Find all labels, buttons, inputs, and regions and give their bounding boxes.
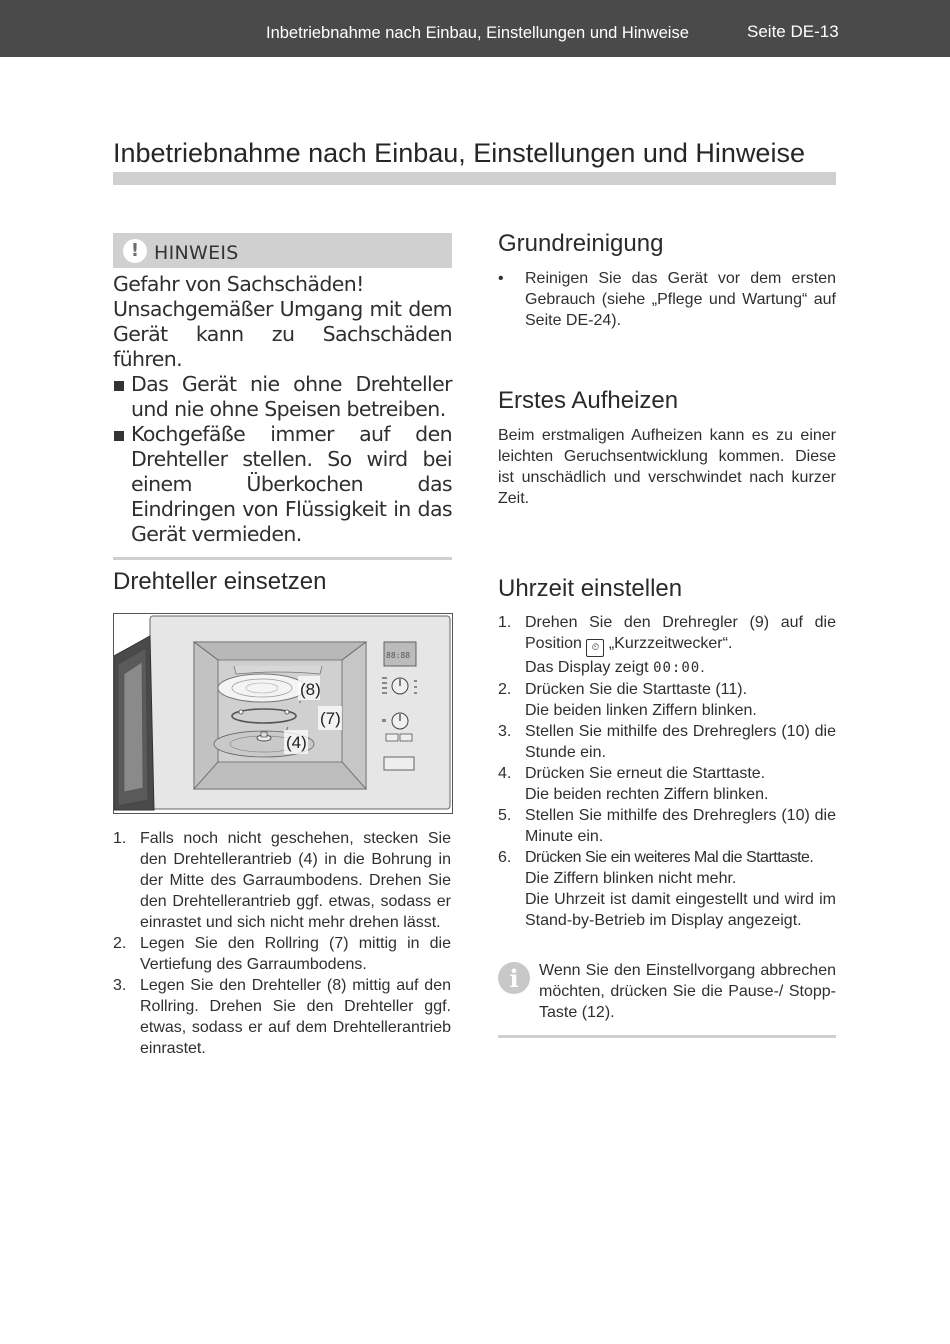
- notice-header: [113, 233, 452, 268]
- timer-icon: ⏲: [586, 639, 604, 657]
- step-result-2: Die Uhrzeit ist damit eingestellt und wird im Stand-by-Betrieb im Display angezeigt.: [525, 891, 836, 929]
- step-number: 3.: [498, 723, 512, 740]
- uhrzeit-heading: Uhrzeit einstellen: [498, 575, 683, 602]
- list-item: [498, 268, 836, 331]
- drehteller-steps: [113, 828, 451, 1059]
- step-text: Falls noch nicht geschehen, stecken Sie den Drehtellerantrieb (4) in die Bohrung in der Mitte des Garraumbodens. Drehen Sie den Drehtellerantrieb ggf. etwas, sodass er einrastet und sich nicht mehr drehen lässt.: [140, 830, 451, 931]
- info-text: Wenn Sie den Einstellvorgang abbrechen möchten, drücken Sie die Pause-/ Stopp-Taste (12).: [539, 962, 836, 1021]
- notice-label: HINWEIS: [154, 242, 239, 264]
- drehteller-heading: Drehteller einsetzen: [113, 568, 327, 595]
- step-number: 3.: [113, 977, 127, 994]
- display-digits: 88:88: [386, 651, 411, 660]
- step-text: Drücken Sie die Starttaste (11).: [525, 681, 748, 698]
- step-number: 2.: [113, 935, 127, 952]
- step-result: Die beiden linken Ziffern blinken.: [525, 702, 757, 719]
- notice-box: [113, 233, 452, 560]
- step-result: Das Display zeigt: [525, 659, 649, 676]
- step-text: Stellen Sie mithilfe des Drehreglers (10) die Stunde ein.: [525, 723, 836, 761]
- aufheizen-text: [498, 425, 836, 509]
- list-item: [113, 828, 451, 933]
- step-number: 5.: [498, 807, 512, 824]
- exclamation-icon: !: [123, 239, 147, 263]
- list-item: [113, 933, 451, 975]
- title-underline: [113, 172, 836, 185]
- aufheizen-paragraph: Beim erstmaligen Aufheizen kann es zu einer leichten Geruchsentwicklung kommen. Diese ist unschädlich und verschwindet nach kurzer Zeit.: [498, 427, 836, 507]
- list-item-text: Reinigen Sie das Gerät vor dem ersten Gebrauch (siehe „Pflege und Wartung“ auf Seite DE-24).: [525, 270, 836, 329]
- step-text: Drücken Sie ein weiteres Mal die Starttaste.: [525, 849, 814, 866]
- list-item: [113, 975, 451, 1059]
- label-plate: (8): [300, 680, 321, 699]
- list-item: [498, 847, 836, 931]
- display-readout: 00:00: [653, 660, 701, 676]
- microwave-drawing: [114, 614, 453, 814]
- step-text: Legen Sie den Drehteller (8) mittig auf den Rollring. Drehen Sie den Drehteller ggf. etwas, sodass er auf dem Drehtellerantrieb einrastet.: [140, 977, 451, 1057]
- page-header: [0, 0, 950, 57]
- info-icon: i: [498, 962, 530, 994]
- step-number: 2.: [498, 681, 512, 698]
- step-number: 1.: [498, 614, 512, 631]
- notice-footer-rule: [113, 557, 452, 560]
- list-item: [498, 805, 836, 847]
- list-item: [498, 679, 836, 721]
- uhrzeit-steps: [498, 612, 836, 931]
- step-number: 1.: [113, 830, 127, 847]
- aufheizen-heading: Erstes Aufheizen: [498, 387, 679, 414]
- list-item: [498, 721, 836, 763]
- step-text: Drehen Sie den Drehregler (9) auf die Position: [525, 614, 836, 652]
- square-bullet-icon: [114, 431, 124, 441]
- info-footer-rule: [498, 1035, 836, 1038]
- notice-item: [113, 372, 452, 422]
- step-text: Legen Sie den Rollring (7) mittig in die Vertiefung des Garraumbodens.: [140, 935, 451, 973]
- square-bullet-icon: [114, 381, 124, 391]
- notice-item-text: Das Gerät nie ohne Drehteller und nie ohne Speisen betreiben.: [131, 372, 452, 421]
- notice-intro-2: Unsachgemäßer Umgang mit dem Gerät kann zu Sachschäden führen.: [113, 297, 452, 371]
- info-box: [498, 960, 836, 1023]
- step-text-2: „Kurzzeitwecker“.: [608, 635, 733, 652]
- step-result: Die Ziffern blinken nicht mehr.: [525, 870, 737, 887]
- header-title: Inbetriebnahme nach Einbau, Einstellungen und Hinweise: [266, 24, 689, 42]
- step-text: Drücken Sie erneut die Starttaste.: [525, 765, 766, 782]
- grundreinigung-heading: Grundreinigung: [498, 230, 664, 257]
- grundreinigung-text: [498, 268, 836, 331]
- list-item: [498, 763, 836, 805]
- list-item: [498, 612, 836, 679]
- microwave-illustration: [113, 613, 453, 814]
- notice-item: [113, 422, 452, 547]
- notice-intro: Gefahr von Sachschäden!: [113, 272, 364, 296]
- notice-body: [113, 272, 452, 547]
- period: .: [700, 659, 705, 676]
- page-title: Inbetriebnahme nach Einbau, Einstellungen und Hinweise: [113, 138, 805, 168]
- bullet: •: [498, 270, 504, 287]
- notice-item-text: Kochgefäße immer auf den Drehteller stellen. So wird bei einem Überkochen das Eindringen von Flüssigkeit in das Gerät vermieden.: [131, 422, 452, 546]
- step-text: Stellen Sie mithilfe des Drehreglers (10) die Minute ein.: [525, 807, 836, 845]
- label-ring: (7): [320, 709, 341, 728]
- label-drive: (4): [286, 733, 307, 752]
- step-number: 6.: [498, 849, 512, 866]
- step-result: Die beiden rechten Ziffern blinken.: [525, 786, 769, 803]
- page-number: Seite DE-13: [747, 22, 839, 41]
- step-number: 4.: [498, 765, 512, 782]
